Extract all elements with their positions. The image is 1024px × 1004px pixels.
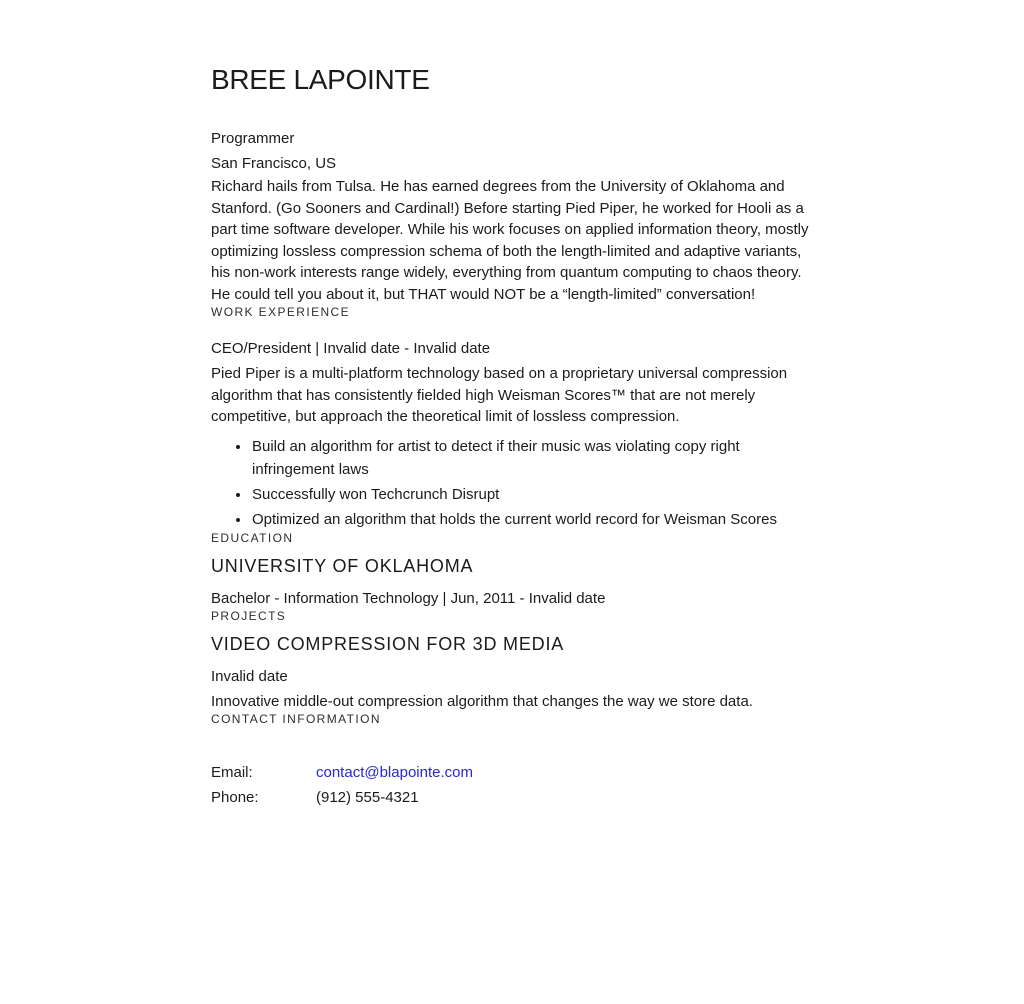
contact-phone-value: (912) 555-4321 [316, 789, 419, 806]
person-summary: Richard hails from Tulsa. He has earned degrees from the University of Oklahoma and Stanford. (Go Sooners and Cardinal!) Before starting Pied Piper, he worked for Hooli as a part time software developer. While his work focuses on applied information theory, mostly optimizing lossless compression schema of both the length-limited and adaptive variants, his non-work interests range widely, everything from quantum computing to chaos theory. He could tell you about it, but THAT would NOT be a “length-limited” conversation! [211, 178, 809, 303]
section-heading-education: EDUCATION [211, 530, 294, 545]
person-location: San Francisco, US [211, 155, 337, 172]
education-degree-line: Bachelor - Information Technology | Jun, 2011 - Invalid date [211, 589, 606, 607]
work-highlight-item: • Successfully won Techcrunch Disrupt [251, 483, 811, 506]
section-heading-contact-information: CONTACT INFORMATION [211, 712, 381, 726]
contact-label-phone: Phone: [211, 789, 259, 806]
work-highlights-list [211, 435, 811, 531]
section-heading-projects: PROJECTS [211, 608, 287, 623]
person-role: Programmer [211, 130, 295, 147]
contact-table [211, 760, 811, 810]
project-date: Invalid date [211, 667, 288, 685]
person-name: BREE LAPOINTE [211, 64, 430, 95]
work-role-line: CEO/President | Invalid date - Invalid date [211, 340, 491, 357]
education-school-name: UNIVERSITY OF OKLAHOMA [211, 555, 474, 576]
contact-email-link[interactable]: contact@blapointe.com [316, 764, 473, 781]
contact-row-phone [211, 785, 811, 810]
contact-row-email [211, 760, 811, 785]
work-description: Pied Piper is a multi-platform technology based on a proprietary universal compression algorithm that has consistently fielded high Weisman Scores™ that are not merely competitive, but approach the theoretical limit of lossless compression. [211, 365, 788, 425]
project-title: VIDEO COMPRESSION FOR 3D MEDIA [211, 633, 565, 654]
work-highlight-item: • Optimized an algorithm that holds the current world record for Weisman Scores [251, 508, 811, 531]
work-highlight-item: • Build an algorithm for artist to detect if their music was violating copy right infringement laws [251, 435, 811, 481]
section-heading-work-experience: WORK EXPERIENCE [211, 305, 351, 319]
project-description: Innovative middle-out compression algorithm that changes the way we store data. [211, 692, 753, 710]
contact-label-email: Email: [211, 764, 253, 781]
